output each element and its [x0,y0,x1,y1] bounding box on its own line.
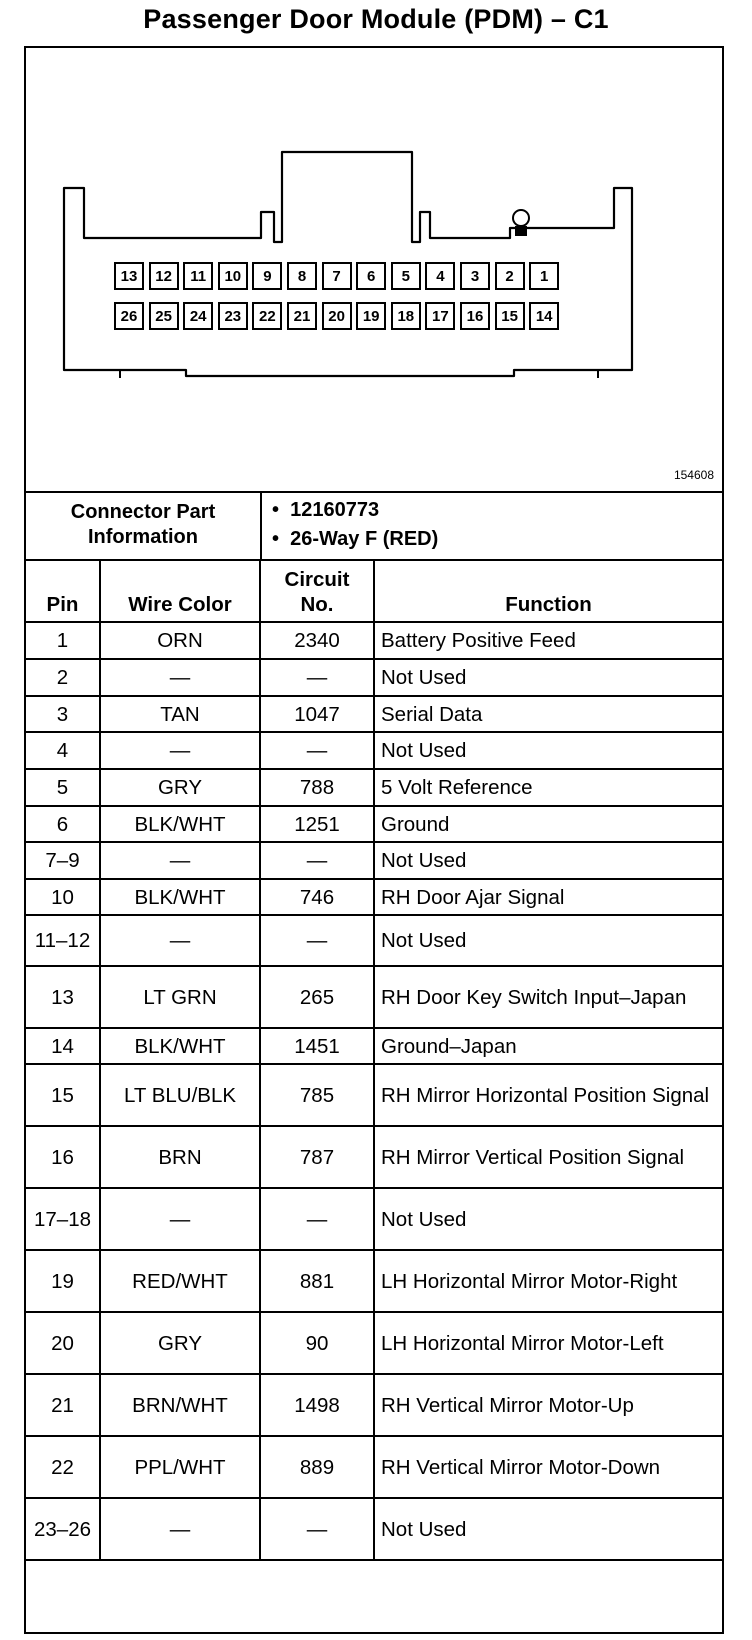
wire-color-cell: BLK/WHT [100,1028,260,1064]
circuit-cell: 1047 [260,696,374,732]
pin-cell: 2 [26,659,100,696]
circuit-cell: — [260,1498,374,1560]
pin-cavity: 8 [287,262,317,290]
function-cell: Battery Positive Feed [374,622,722,659]
function-cell: Not Used [374,842,722,879]
circuit-cell: 1498 [260,1374,374,1436]
pin-cavity: 23 [218,302,248,330]
function-cell: Serial Data [374,696,722,732]
table-row [26,806,722,842]
circuit-cell: — [260,915,374,966]
keying-feature [513,210,529,226]
part-info-values [272,496,438,554]
pin-cavity: 5 [391,262,421,290]
header-pin: Pin [26,559,100,622]
connector-sheet [24,46,724,1634]
function-cell: Ground [374,806,722,842]
function-cell: RH Vertical Mirror Motor-Up [374,1374,722,1436]
function-cell: RH Door Key Switch Input–Japan [374,966,722,1028]
function-cell: Not Used [374,1188,722,1250]
circuit-cell: 1451 [260,1028,374,1064]
pin-cavity: 12 [149,262,179,290]
pin-cell: 23–26 [26,1498,100,1560]
function-cell: Not Used [374,732,722,769]
pin-cell: 7–9 [26,842,100,879]
wire-color-cell: ORN [100,622,260,659]
pin-cavity: 21 [287,302,317,330]
table-row [26,966,722,1028]
pin-cell: 19 [26,1250,100,1312]
pin-cell: 5 [26,769,100,806]
circuit-cell: 2340 [260,622,374,659]
pin-cavity: 17 [425,302,455,330]
wire-color-cell: BLK/WHT [100,806,260,842]
pin-cell: 14 [26,1028,100,1064]
function-cell: RH Mirror Vertical Position Signal [374,1126,722,1188]
table-row [26,879,722,915]
wire-color-cell: BRN [100,1126,260,1188]
pinout-table [26,559,722,1561]
wire-color-cell: LT GRN [100,966,260,1028]
circuit-cell: — [260,842,374,879]
table-row [26,696,722,732]
function-cell: Not Used [374,1498,722,1560]
circuit-cell: 788 [260,769,374,806]
function-cell: RH Door Ajar Signal [374,879,722,915]
pin-cavity: 24 [183,302,213,330]
pin-cell: 15 [26,1064,100,1126]
pin-cell: 22 [26,1436,100,1498]
table-row [26,915,722,966]
function-cell: 5 Volt Reference [374,769,722,806]
pin-cavity: 20 [322,302,352,330]
wire-color-cell: — [100,1188,260,1250]
circuit-cell: 787 [260,1126,374,1188]
connector-type: • 26-Way F (RED) [272,525,438,554]
pin-cavity: 16 [460,302,490,330]
circuit-cell: 746 [260,879,374,915]
pin-cavity: 13 [114,262,144,290]
pin-cavity: 19 [356,302,386,330]
wire-color-cell: BLK/WHT [100,879,260,915]
wire-color-cell: TAN [100,696,260,732]
table-row [26,622,722,659]
wire-color-cell: — [100,915,260,966]
function-cell: Ground–Japan [374,1028,722,1064]
table-row [26,769,722,806]
table-row [26,732,722,769]
header-function: Function [374,559,722,622]
circuit-cell: 785 [260,1064,374,1126]
pin-cell: 16 [26,1126,100,1188]
pin-cavity: 9 [252,262,282,290]
function-cell: Not Used [374,915,722,966]
pin-cavity: 3 [460,262,490,290]
pin-cell: 4 [26,732,100,769]
wire-color-cell: — [100,732,260,769]
pin-cavity: 18 [391,302,421,330]
pin-cavity: 7 [322,262,352,290]
pin-cell: 10 [26,879,100,915]
table-row [26,1064,722,1126]
function-cell: LH Horizontal Mirror Motor-Left [374,1312,722,1374]
pin-cavity: 26 [114,302,144,330]
pin-cavity: 4 [425,262,455,290]
circuit-cell: 265 [260,966,374,1028]
pin-cell: 17–18 [26,1188,100,1250]
pin-cavity: 10 [218,262,248,290]
header-wire-color: Wire Color [100,559,260,622]
wire-color-cell: — [100,1498,260,1560]
wire-color-cell: — [100,659,260,696]
circuit-cell: — [260,659,374,696]
pin-cell: 11–12 [26,915,100,966]
wire-color-cell: — [100,842,260,879]
pin-cell: 21 [26,1374,100,1436]
pin-cavity: 6 [356,262,386,290]
pin-cell: 20 [26,1312,100,1374]
pin-cavity: 11 [183,262,213,290]
pin-cell: 3 [26,696,100,732]
function-cell: Not Used [374,659,722,696]
table-row [26,1498,722,1560]
pin-cavity: 15 [495,302,525,330]
pin-cell: 13 [26,966,100,1028]
function-cell: RH Vertical Mirror Motor-Down [374,1436,722,1498]
table-row [26,1188,722,1250]
table-row [26,1312,722,1374]
wire-color-cell: RED/WHT [100,1250,260,1312]
circuit-cell: 881 [260,1250,374,1312]
circuit-cell: 1251 [260,806,374,842]
circuit-cell: 889 [260,1436,374,1498]
wire-color-cell: GRY [100,1312,260,1374]
part-number: • 12160773 [272,496,438,525]
connector-diagram [26,48,722,493]
table-row [26,1028,722,1064]
wire-color-cell: PPL/WHT [100,1436,260,1498]
circuit-cell: — [260,1188,374,1250]
wire-color-cell: BRN/WHT [100,1374,260,1436]
wire-color-cell: LT BLU/BLK [100,1064,260,1126]
pin-cavity: 25 [149,302,179,330]
circuit-cell: 90 [260,1312,374,1374]
table-row [26,1436,722,1498]
connector-part-information [26,491,722,561]
table-row [26,659,722,696]
function-cell: RH Mirror Horizontal Position Signal [374,1064,722,1126]
part-info-label: Connector Part Information [26,491,262,559]
figure-number: 154608 [673,468,714,482]
table-row [26,1126,722,1188]
header-circuit-no: Circuit No. [260,559,374,622]
pin-cavity: 2 [495,262,525,290]
pin-cavity: 1 [529,262,559,290]
circuit-cell: — [260,732,374,769]
pin-cell: 1 [26,622,100,659]
function-cell: LH Horizontal Mirror Motor-Right [374,1250,722,1312]
table-row [26,842,722,879]
table-row [26,1374,722,1436]
pin-cavity: 14 [529,302,559,330]
pin-cell: 6 [26,806,100,842]
table-row [26,1250,722,1312]
pin-cavity: 22 [252,302,282,330]
wire-color-cell: GRY [100,769,260,806]
page-title: Passenger Door Module (PDM) – C1 [143,4,609,34]
